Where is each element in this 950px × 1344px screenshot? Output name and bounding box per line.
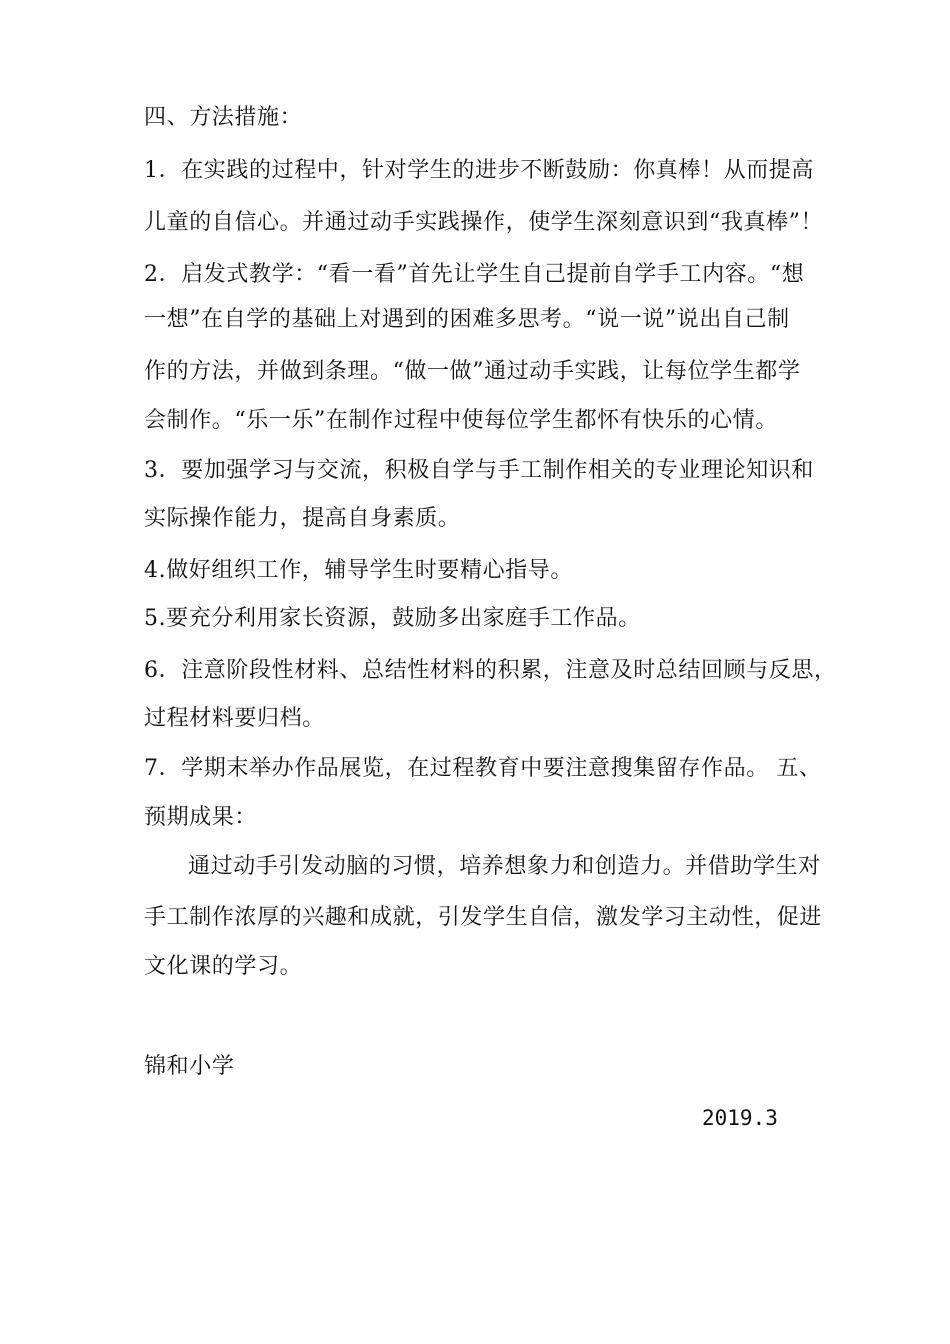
- signature-school: 锦和小学: [144, 1054, 235, 1079]
- section-heading-outcomes: 预期成果：: [144, 805, 258, 830]
- text-line: 手工制作浓厚的兴趣和成就，引发学生自信，激发学习主动性，促进: [144, 905, 823, 930]
- text-line: 会制作。“乐一乐”在制作过程中使每位学生都怀有快乐的心情。: [144, 408, 778, 433]
- text-line: 1．在实践的过程中，针对学生的进步不断鼓励：你真棒！从而提高: [144, 158, 814, 183]
- text-line: 7．学期末举办作品展览，在过程教育中要注意搜集留存作品。 五、: [144, 756, 822, 781]
- text-line: 5.要充分利用家长资源，鼓励多出家庭手工作品。: [144, 606, 641, 631]
- text-line: 实际操作能力，提高自身素质。: [144, 506, 461, 531]
- text-line: 一想”在自学的基础上对遇到的困难多思考。“说一说”说出自己制: [144, 307, 790, 332]
- text-line: 儿童的自信心。并通过动手实践操作，使学生深刻意识到“我真棒”！: [144, 210, 824, 235]
- text-line: 作的方法，并做到条理。“做一做”通过动手实践，让每位学生都学: [144, 359, 801, 384]
- text-line: 通过动手引发动脑的习惯，培养想象力和创造力。并借助学生对: [188, 854, 821, 879]
- text-line: 3．要加强学习与交流，积极自学与手工制作相关的专业理论知识和: [144, 458, 814, 483]
- text-line: 文化课的学习。: [144, 954, 303, 979]
- section-heading-methods: 四、方法措施：: [144, 105, 303, 130]
- text-line: 2．启发式教学：“看一看”首先让学生自己提前自学手工内容。“想: [144, 262, 805, 287]
- text-line: 过程材料要归档。: [144, 706, 325, 731]
- text-line: 6．注意阶段性材料、总结性材料的积累，注意及时总结回顾与反思，: [144, 658, 837, 683]
- document-date: 2019.3: [702, 1106, 778, 1130]
- text-line: 4.做好组织工作，辅导学生时要精心指导。: [144, 558, 573, 583]
